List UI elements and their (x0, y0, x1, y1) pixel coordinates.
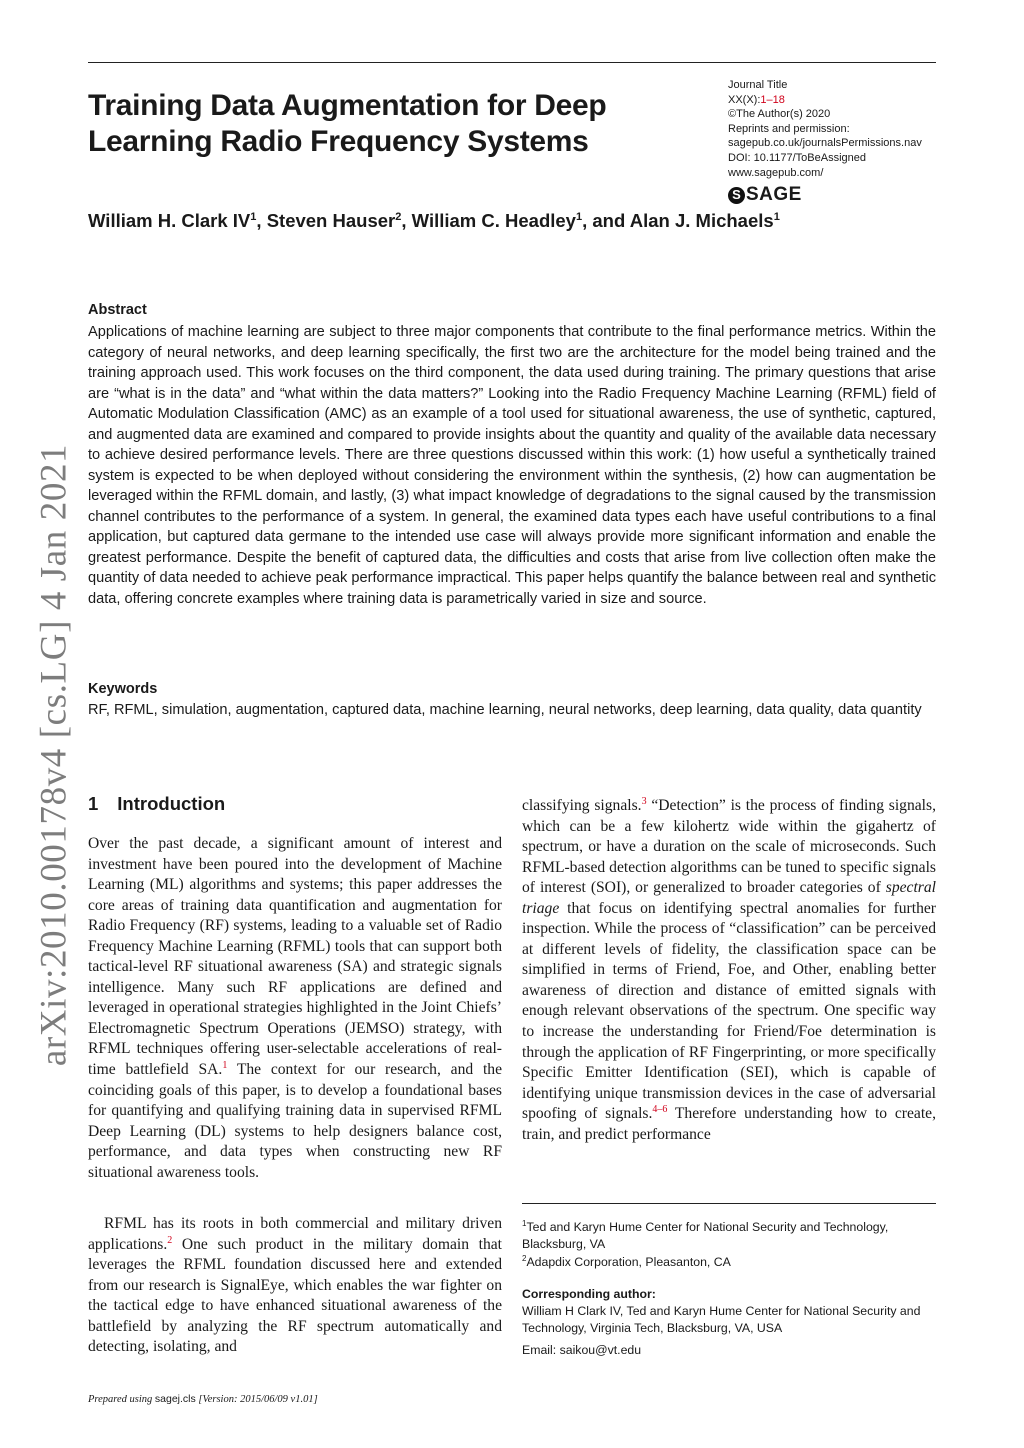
section-number: 1 (88, 793, 99, 814)
journal-reprints: Reprints and permission: (728, 122, 850, 135)
paper-title: Training Data Augmentation for Deep Learning Radio Frequency Systems (88, 89, 607, 158)
author-name: Steven Hauser (266, 210, 396, 231)
citation-link[interactable]: 2 (167, 1234, 173, 1246)
sage-logo (728, 184, 943, 206)
keywords-heading: Keywords (88, 681, 158, 697)
abstract-heading: Abstract (88, 302, 147, 318)
corresponding-author-text: William H Clark IV, Ted and Karyn Hume Center for National Security and Technology, Virginia Tech, Blacksburg, VA, USA (522, 1304, 921, 1336)
page-range-link[interactable]: 1–18 (760, 93, 785, 106)
author-list: William H. Clark $IV^1$, Steven Hauser$^2$, William C. Headley$^1$, and Alan J. Michaels$^1$ (88, 210, 780, 231)
affiliation-1: $^1$Ted and Karyn Hume Center for National Security and Technology, Blacksburg, VA (522, 1219, 889, 1252)
sage-icon: S (728, 187, 745, 204)
intro-paragraph-continued: classifying signals.$^3$ “Detection” is the process of finding signals, which can be a few kilohertz wide within the gigahertz of spectrum, or have a duration on the scale of microseconds. Such RFML-based detection algorithms can be tuned to specific signals of interest (SOI), or generalized to broader categories of spectral triage that focus on identifying spectral anomalies for further inspection. While the process of “classification” can be perceived at different levels of fidelity, the classification space can be simplified in terms of Friend, Foe, and Other, enabling better awareness of direction and distance of emitted signals with enough relevant observations of the spectrum. One specific way to increase the understanding for Friend/Foe determination is through the application of RF Fingerprinting, or more specifically Specific Emitter Identification (SEI), which is capable of identifying unique transmission devices in the case of adversarial spoofing of signals.$^{4-6}$ Therefore understanding how to create, train, and predict performance (522, 796, 936, 1143)
author-name: William H. Clark IV (88, 210, 251, 231)
corresponding-author-heading: Corresponding author: (522, 1286, 656, 1301)
prepared-using-footer: Prepared using sagej.cls [Version: 2015/06/09 v1.01] (88, 1393, 318, 1405)
journal-website: www.sagepub.com/ (728, 166, 824, 179)
author-affiliation: 1 (575, 210, 583, 223)
sage-wordmark: SAGE (746, 183, 802, 205)
intro-paragraph-2: RFML has its roots in both commercial and military driven applications.$^2$ One such product in the military domain that leverages the RFML foundation discussed here and extended from our research is SignalEye, which enables the war fighter on the tactical edge to have enhanced situational awareness of the battlefield by analyzing the RF spectrum automatically and detecting, isolating, and (88, 1215, 502, 1356)
journal-title: Journal Title (728, 79, 788, 91)
author-name: William C. Headley (411, 210, 576, 231)
author-affiliation: 1 (250, 210, 257, 223)
footnote-rule (522, 1203, 936, 1204)
citation-link[interactable]: 4–6 (652, 1104, 668, 1116)
keywords-body: RF, RFML, simulation, augmentation, captured data, machine learning, neural networks, deep learning, data quality, data quantity (88, 702, 922, 718)
top-rule (88, 62, 936, 63)
journal-info (728, 78, 943, 206)
journal-reprints-url: sagepub.co.uk/journalsPermissions.nav (728, 137, 922, 150)
affiliation-2: $^2$Adapdix Corporation, Pleasanton, CA (522, 1253, 731, 1269)
intro-paragraph-1: Over the past decade, a significant amount of interest and investment have been poured into the development of Machine Learning (ML) algorithms and systems; this paper addresses the core areas of training data quantification and augmentation for Radio Frequency (RF) systems, leading to a valuable set of Radio Frequency Machine Learning (RFML) tools that can support both tactical-level RF situational awareness (SA) and strategic signals intelligence. Many such RF applications are defined and leveraged in operational strategies highlighted in the Joint Chiefs’ Electromagnetic Spectrum Operations (JEMSO) strategy, with RFML techniques offering user-selectable accelerations of real-time battlefield SA.$^1$ The context for our research, and the coinciding goals of this paper, is to develop a foundational bases for quantifying and qualifying training data in supervised RFML Deep Learning (DL) systems to help designers balance cost, performance, and data types when constructing new RF situational awareness tools. (88, 835, 502, 1181)
corresponding-email[interactable]: Email: saikou@vt.edu (522, 1342, 642, 1357)
abstract-body: Applications of machine learning are subject to three major components that contribute to the final performance metrics. Within the category of neural networks, and deep learning specifically, the first two are the architecture for the model being trained and the training approach used. This work focuses on the third component, the data used during training. The primary questions that arise are “what is in the data” and “what within the data matters?” Looking into the Radio Frequency Machine Learning (RFML) field of Automatic Modulation Classification (AMC) as an example of a tool used for situational awareness, the use of synthetic, captured, and augmented data are examined and compared to provide insights about the quantity and quality of the available data necessary to achieve desired performance levels. There are three questions discussed within this work: (1) how useful a synthetically trained system is expected to be when deployed without considering the environment within the synthesis, (2) how can augmentation be leveraged within the RFML domain, and lastly, (3) what impact knowledge of degradations to the signal caused by the transmission channel contributes to the performance of a system. In general, the examined data types each have useful contributions to a final application, but captured data germane to the intended use case will always provide more significant information and enable the greatest performance. Despite the benefit of captured data, the difficulties and costs that arise from live collection often make the quantity of data needed to achieve peak performance impractical. This paper helps quantify the balance between real and synthetic data, offering concrete examples where training data is parametrically varied in size and source. (88, 324, 936, 607)
citation-link[interactable]: 3 (641, 796, 647, 807)
emphasis-term: spectral triage (522, 879, 936, 917)
author-name: Alan J. Michaels (629, 210, 774, 231)
journal-copyright: ©The Author(s) 2020 (728, 108, 831, 121)
section-title: Introduction (117, 793, 226, 814)
section-heading-introduction (88, 793, 225, 815)
author-affiliation: 2 (395, 210, 402, 223)
arxiv-stamp: arXiv:2010.00178v4 [cs.LG] 4 Jan 2021 (33, 443, 75, 1067)
footnotes (522, 1219, 936, 1359)
citation-link[interactable]: 1 (222, 1060, 228, 1072)
author-affiliation: 1 (773, 210, 780, 223)
journal-volume: XX(X):1–18 (728, 93, 785, 106)
journal-doi: DOI: 10.1177/ToBeAssigned (728, 151, 866, 164)
